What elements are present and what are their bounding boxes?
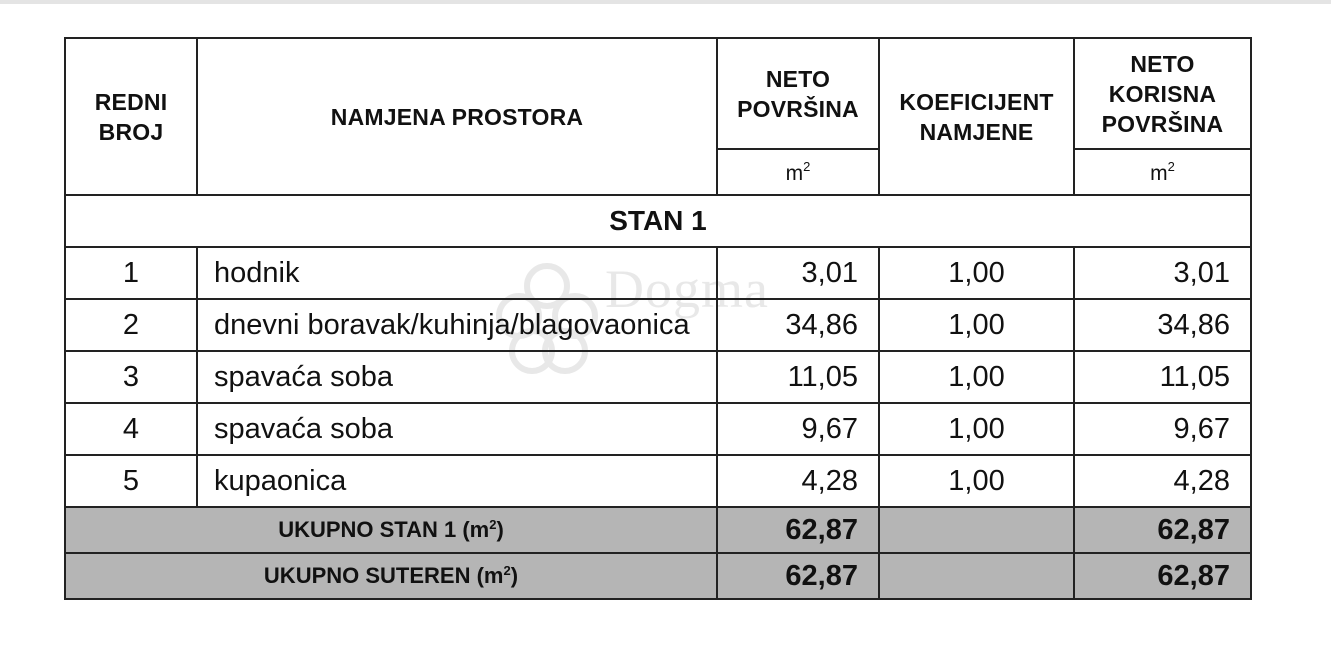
- total-row-suteren: [65, 553, 1251, 599]
- total-neto-stan: 62,87: [717, 507, 879, 553]
- total-coef-empty: [879, 553, 1074, 599]
- row-neto-area: 3,01: [717, 247, 879, 299]
- unit-neto-povrsina: $m^2$: [717, 149, 879, 195]
- header-namjena-prostora: NAMJENA PROSTORA: [197, 38, 717, 195]
- area-table: [64, 37, 1252, 600]
- total-label-stan: UKUPNO STAN 1 $(m^2)$: [65, 507, 717, 553]
- section-title: STAN 1: [65, 195, 1251, 247]
- row-number: 5: [65, 455, 197, 507]
- row-coefficient: 1,00: [879, 455, 1074, 507]
- total-label-suteren: UKUPNO SUTEREN $(m^2)$: [65, 553, 717, 599]
- watermark-text: Dogma: [605, 259, 769, 319]
- unit-neto-korisna: $m^2$: [1074, 149, 1251, 195]
- row-number: 2: [65, 299, 197, 351]
- row-usable-area: 3,01: [1074, 247, 1251, 299]
- row-usable-area: 4,28: [1074, 455, 1251, 507]
- row-coefficient: 1,00: [879, 247, 1074, 299]
- row-usable-area: 34,86: [1074, 299, 1251, 351]
- row-room-name: hodnik: [197, 247, 717, 299]
- table-row: [65, 403, 1251, 455]
- top-bar: [0, 0, 1331, 4]
- total-coef-empty: [879, 507, 1074, 553]
- row-coefficient: 1,00: [879, 299, 1074, 351]
- row-neto-area: 11,05: [717, 351, 879, 403]
- row-room-name: spavaća soba: [197, 351, 717, 403]
- total-row-stan: [65, 507, 1251, 553]
- header-koeficijent-namjene: KOEFICIJENT NAMJENE: [879, 38, 1074, 195]
- row-neto-area: 34,86: [717, 299, 879, 351]
- header-neto-povrsina: NETO POVRŠINA: [717, 38, 879, 149]
- row-coefficient: 1,00: [879, 403, 1074, 455]
- table-row: [65, 247, 1251, 299]
- header-neto-korisna-povrsina: NETO KORISNA POVRŠINA: [1074, 38, 1251, 149]
- row-number: 3: [65, 351, 197, 403]
- row-room-name: dnevni boravak/kuhinja/blagovaonica: [197, 299, 717, 351]
- table-row: [65, 455, 1251, 507]
- table-row: [65, 299, 1251, 351]
- row-room-name: spavaća soba: [197, 403, 717, 455]
- row-usable-area: 11,05: [1074, 351, 1251, 403]
- header-redni-broj: REDNI BROJ: [65, 38, 197, 195]
- row-coefficient: 1,00: [879, 351, 1074, 403]
- total-neto-suteren: 62,87: [717, 553, 879, 599]
- total-korisna-stan: 62,87: [1074, 507, 1251, 553]
- row-neto-area: 4,28: [717, 455, 879, 507]
- row-number: 1: [65, 247, 197, 299]
- table-row: [65, 351, 1251, 403]
- row-neto-area: 9,67: [717, 403, 879, 455]
- row-number: 4: [65, 403, 197, 455]
- row-usable-area: 9,67: [1074, 403, 1251, 455]
- total-korisna-suteren: 62,87: [1074, 553, 1251, 599]
- row-room-name: kupaonica: [197, 455, 717, 507]
